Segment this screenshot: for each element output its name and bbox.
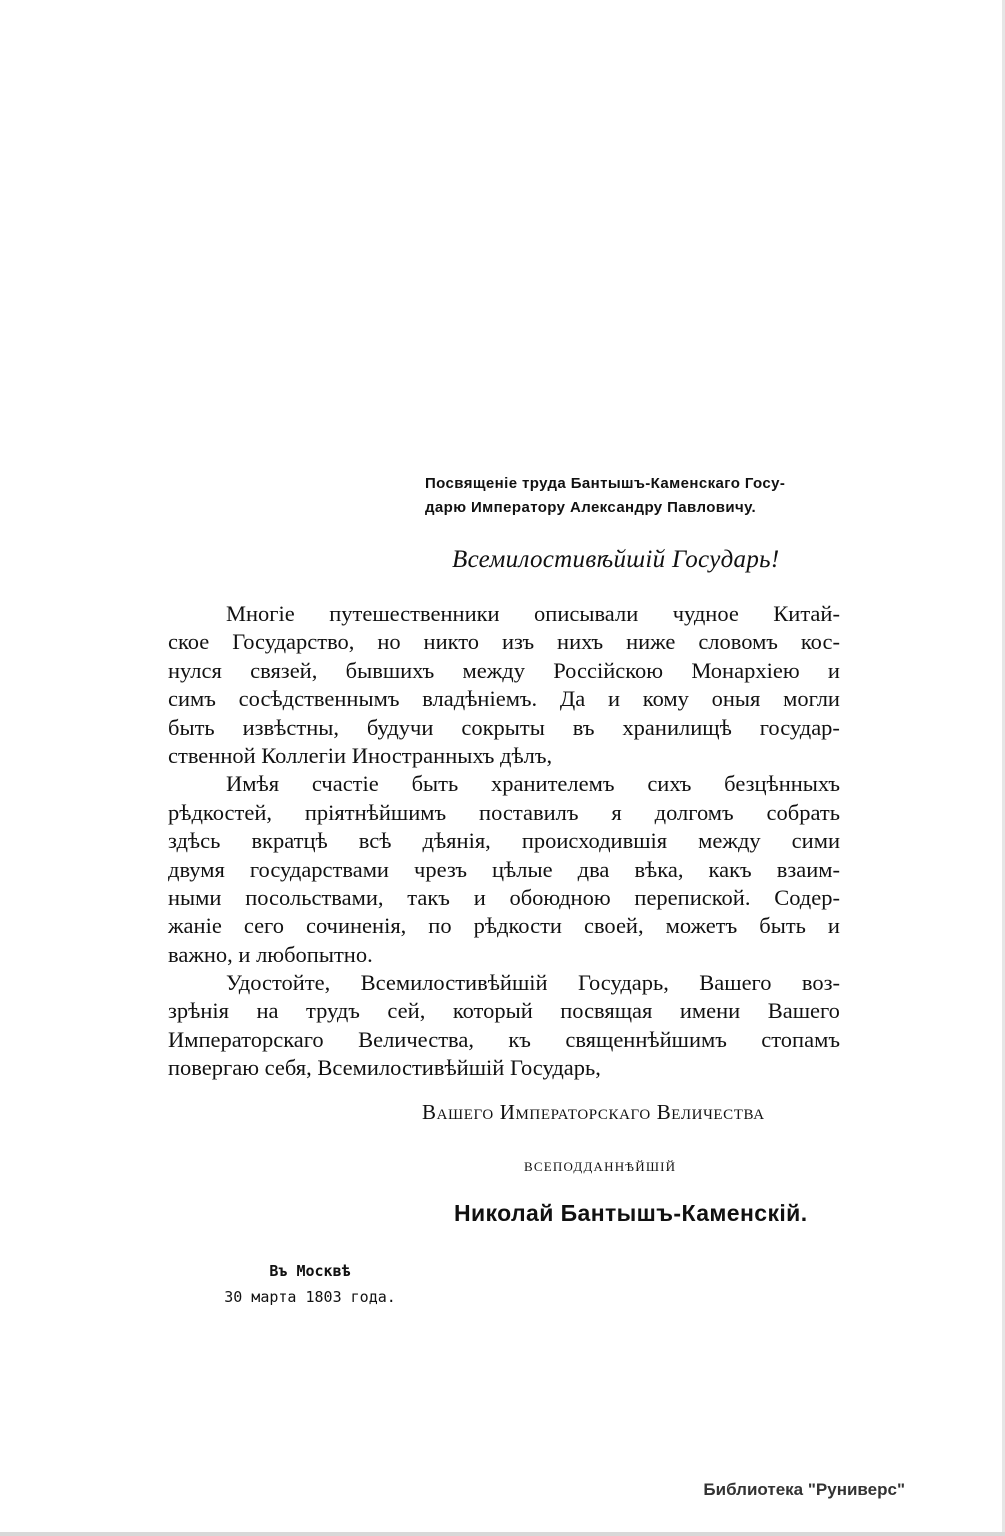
body-word: собрать xyxy=(766,799,840,825)
body-word: могли xyxy=(783,686,840,712)
body-word: долгомъ xyxy=(654,799,734,825)
body-word: я xyxy=(611,799,622,825)
body-word: сочиненія, xyxy=(305,913,407,939)
signature-majesty: Вашего Императорскаго Величества xyxy=(422,1100,765,1124)
body-word: кос- xyxy=(800,629,840,655)
body-word: счастіе xyxy=(311,771,379,797)
body-line: ственной Коллегіи Иностранныхъ дѣлъ, xyxy=(168,742,553,768)
body-word: Величества, xyxy=(358,1026,474,1052)
body-word: вкратцѣ xyxy=(251,828,328,854)
body-word: Да xyxy=(559,686,586,712)
body-word: сосѣдственнымъ xyxy=(238,686,400,712)
body-word: имени xyxy=(679,998,741,1024)
page-edge-bottom xyxy=(0,1532,1005,1536)
dedication-body xyxy=(168,600,840,1083)
body-word: Вашего xyxy=(767,998,840,1024)
body-word: такъ xyxy=(407,884,450,910)
caption-line: дарю Императору Александру Павловичу. xyxy=(425,499,757,516)
body-line xyxy=(168,685,840,713)
body-word: стопамъ xyxy=(761,1026,840,1052)
body-word: трудъ xyxy=(305,998,360,1024)
body-word: который xyxy=(452,998,533,1024)
body-word: зрѣнія xyxy=(168,998,229,1024)
body-word: Вашего xyxy=(699,970,772,996)
date: 30 марта 1803 года. xyxy=(224,1288,396,1306)
body-word: здѣсь xyxy=(168,828,221,854)
body-word: въ xyxy=(572,714,595,740)
body-word: нулся xyxy=(168,657,222,683)
body-line: важно, и любопытно. xyxy=(168,941,373,967)
body-word: бывшихъ xyxy=(345,657,435,683)
body-word: рѣдкости xyxy=(473,913,562,939)
body-word: Имѣя xyxy=(226,771,280,797)
body-word: обоюдною xyxy=(509,884,611,910)
body-word: какъ xyxy=(708,856,752,882)
body-word: симъ xyxy=(168,686,216,712)
body-word: государствами xyxy=(249,856,389,882)
body-word: словомъ xyxy=(698,629,778,655)
body-line xyxy=(168,628,840,656)
body-word: посвящая xyxy=(560,998,653,1024)
body-word: происходившія xyxy=(521,828,668,854)
body-word: нихъ xyxy=(557,629,604,655)
body-word: ниже xyxy=(626,629,676,655)
body-word: пріятнѣйшимъ xyxy=(304,799,447,825)
body-word: по xyxy=(428,913,452,939)
place-and-date xyxy=(200,1258,420,1310)
body-word: и xyxy=(608,686,621,712)
body-word: государ- xyxy=(759,714,840,740)
body-word: на xyxy=(256,998,279,1024)
body-word: и xyxy=(827,657,840,683)
body-line xyxy=(168,657,840,685)
body-word: между xyxy=(462,657,525,683)
body-word: дѣянія, xyxy=(422,828,491,854)
body-word: Россійскою xyxy=(553,657,664,683)
body-word: Китай- xyxy=(773,601,840,626)
body-word: описывали xyxy=(534,601,639,626)
body-word: Всемилостивѣйшій xyxy=(360,970,548,996)
body-word: путешественники xyxy=(329,601,500,626)
body-word: быть xyxy=(411,771,459,797)
body-word: сими xyxy=(791,828,840,854)
body-line xyxy=(168,600,840,628)
body-word: кому xyxy=(642,686,689,712)
body-word: взаим- xyxy=(776,856,840,882)
body-word: можетъ xyxy=(665,913,738,939)
signature-name: Николай Бантышъ-Каменскій. xyxy=(454,1200,808,1226)
body-word: жаніе xyxy=(168,913,222,939)
dedication-caption xyxy=(425,472,845,520)
body-line xyxy=(168,856,840,884)
salutation: Всемилостивѣйшій Государь! xyxy=(452,546,780,573)
body-word: посольствами, xyxy=(245,884,384,910)
body-word: сей, xyxy=(387,998,426,1024)
body-line xyxy=(168,714,840,742)
body-word: два xyxy=(577,856,610,882)
body-word: Удостойте, xyxy=(226,970,331,996)
body-line xyxy=(168,969,840,997)
body-line: повергаю себя, Всемилостивѣйшій Государь, xyxy=(168,1055,601,1081)
body-word: ными xyxy=(168,884,222,910)
body-word: хранителемъ xyxy=(491,771,615,797)
body-word: но xyxy=(377,629,401,655)
body-word: воз- xyxy=(801,970,840,996)
body-word: и xyxy=(473,884,486,910)
body-word: Императорскаго xyxy=(168,1026,324,1052)
body-word: всѣ xyxy=(358,828,392,854)
body-word: извѣстны, xyxy=(242,714,339,740)
body-word: чудное xyxy=(672,601,739,626)
body-word: безцѣнныхъ xyxy=(724,771,840,797)
body-word: перепиской. xyxy=(634,884,751,910)
body-word: своей, xyxy=(583,913,644,939)
body-line xyxy=(168,912,840,940)
signature-subject: всеподданнѣйшій xyxy=(524,1155,677,1176)
library-watermark: Библиотека "Руниверс" xyxy=(703,1480,905,1499)
body-word: оныя xyxy=(711,686,761,712)
body-word: сего xyxy=(243,913,284,939)
body-word: Государство, xyxy=(232,629,355,655)
body-line xyxy=(168,1026,840,1054)
body-word: ское xyxy=(168,629,210,655)
body-word: быть xyxy=(759,913,806,939)
place: Въ Москвѣ xyxy=(269,1262,351,1280)
body-line xyxy=(168,884,840,912)
body-word: будучи xyxy=(366,714,434,740)
body-word: быть xyxy=(168,714,215,740)
body-word: сихъ xyxy=(647,771,692,797)
body-word: между xyxy=(698,828,761,854)
body-word: цѣлые xyxy=(492,856,553,882)
body-word: поставилъ xyxy=(479,799,579,825)
body-line xyxy=(168,827,840,855)
body-word: изъ xyxy=(501,629,535,655)
body-word: священнѣйшимъ xyxy=(565,1026,727,1052)
body-word: къ xyxy=(508,1026,531,1052)
body-word: связей, xyxy=(250,657,318,683)
body-word: двумя xyxy=(168,856,225,882)
body-word: вѣка, xyxy=(634,856,684,882)
body-word: и xyxy=(827,913,840,939)
body-word: сокрыты xyxy=(461,714,545,740)
body-word: никто xyxy=(423,629,480,655)
body-word: Государь, xyxy=(577,970,669,996)
body-word: Монархіею xyxy=(691,657,800,683)
body-word: хранилищѣ xyxy=(622,714,732,740)
body-word: рѣдкостей, xyxy=(168,799,272,825)
body-line xyxy=(168,799,840,827)
caption-line: Посвященіе труда Бантышъ-Каменскаго Госу- xyxy=(425,475,786,492)
body-word: чрезъ xyxy=(414,856,467,882)
body-line xyxy=(168,770,840,798)
body-word: Многіе xyxy=(226,601,295,626)
body-line xyxy=(168,997,840,1025)
body-word: Содер- xyxy=(774,884,840,910)
body-word: владѣніемъ. xyxy=(422,686,538,712)
